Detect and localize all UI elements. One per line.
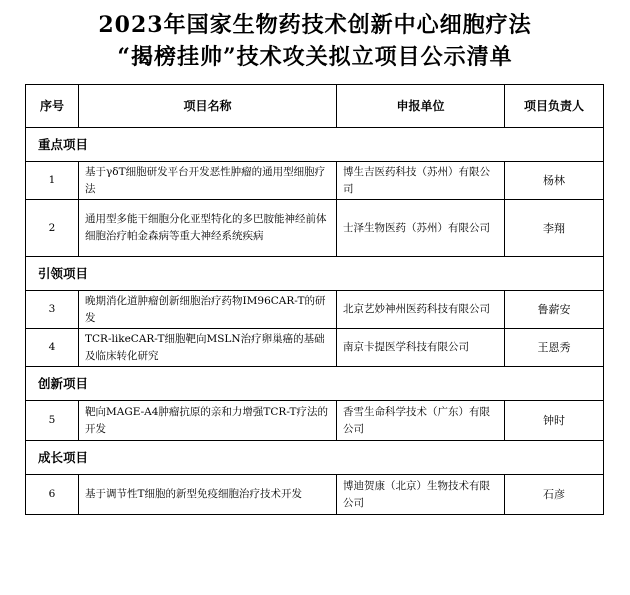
row-num: 1 <box>26 162 79 200</box>
row-project-name: TCR-likeCAR-T细胞靶向MSLN治疗卵巢癌的基础及临床转化研究 <box>79 329 337 367</box>
row-unit: 士泽生物医药（苏州）有限公司 <box>337 200 505 257</box>
category-label: 成长项目 <box>26 441 604 475</box>
table-row <box>26 475 604 515</box>
row-num: 3 <box>26 291 79 329</box>
category-label: 重点项目 <box>26 128 604 162</box>
row-project-name: 基于γδT细胞研发平台开发恶性肿瘤的通用型细胞疗法 <box>79 162 337 200</box>
category-row <box>26 367 604 401</box>
table-row <box>26 329 604 367</box>
row-unit: 北京艺妙神州医药科技有限公司 <box>337 291 505 329</box>
page-title-line-2: “揭榜挂帅”技术攻关拟立项目公示清单 <box>117 44 513 70</box>
row-num: 2 <box>26 200 79 257</box>
header-unit: 申报单位 <box>337 85 505 128</box>
header-name: 项目名称 <box>79 85 337 128</box>
row-leader: 石彦 <box>505 475 604 515</box>
row-project-name: 通用型多能干细胞分化亚型特化的多巴胺能神经前体细胞治疗帕金森病等重大神经系统疾病 <box>79 200 337 257</box>
row-project-name: 靶向MAGE-A4肿瘤抗原的亲和力增强TCR-T疗法的开发 <box>79 401 337 441</box>
category-row <box>26 441 604 475</box>
table-row <box>26 401 604 441</box>
category-label: 创新项目 <box>26 367 604 401</box>
category-label: 引领项目 <box>26 257 604 291</box>
table-row <box>26 162 604 200</box>
header-lead: 项目负责人 <box>505 85 604 128</box>
row-leader: 鲁薪安 <box>505 291 604 329</box>
category-row <box>26 257 604 291</box>
row-unit: 博生吉医药科技（苏州）有限公司 <box>337 162 505 200</box>
table-header-row <box>26 85 604 128</box>
row-num: 6 <box>26 475 79 515</box>
category-row <box>26 128 604 162</box>
row-project-name: 晚期消化道肿瘤创新细胞治疗药物IM96CAR-T的研发 <box>79 291 337 329</box>
row-unit: 博迪贺康（北京）生物技术有限公司 <box>337 475 505 515</box>
row-leader: 钟时 <box>505 401 604 441</box>
row-unit: 南京卡提医学科技有限公司 <box>337 329 505 367</box>
row-leader: 王恩秀 <box>505 329 604 367</box>
row-num: 5 <box>26 401 79 441</box>
row-project-name: 基于调节性T细胞的新型免疫细胞治疗技术开发 <box>79 475 337 515</box>
row-unit: 香雪生命科学技术（广东）有限公司 <box>337 401 505 441</box>
row-leader: 李翔 <box>505 200 604 257</box>
row-leader: 杨林 <box>505 162 604 200</box>
page-title-line-1: 2023年国家生物药技术创新中心细胞疗法 <box>98 12 532 38</box>
table-row <box>26 200 604 257</box>
header-num: 序号 <box>26 85 79 128</box>
table-row <box>26 291 604 329</box>
project-list-table <box>25 84 604 515</box>
row-num: 4 <box>26 329 79 367</box>
